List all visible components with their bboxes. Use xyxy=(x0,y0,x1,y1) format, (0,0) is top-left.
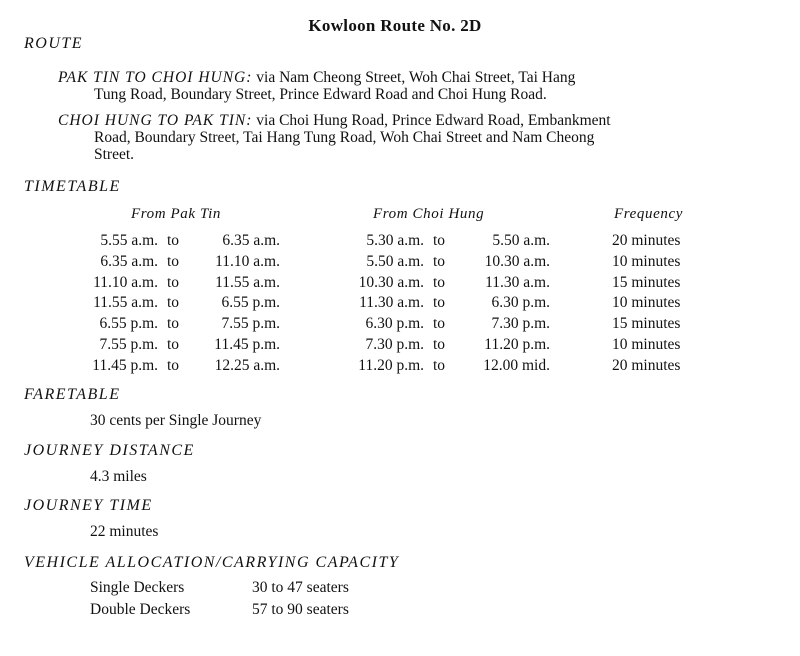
time-start: 10.30 a.m. xyxy=(358,273,424,291)
route-choi-hung-to-pak-tin xyxy=(58,112,770,163)
route-description: Tung Road, Boundary Street, Prince Edward Road and Choi Hung Road. xyxy=(94,86,547,103)
vehicle-row xyxy=(90,579,349,597)
frequency-value: 10 minutes xyxy=(612,335,681,353)
to-connector: to xyxy=(166,335,180,353)
time-end: 5.50 a.m. xyxy=(492,232,550,249)
timetable-heading: TIMETABLE xyxy=(24,178,121,195)
route-description: via Choi Hung Road, Prince Edward Road, Embankment xyxy=(256,112,611,129)
route-pak-tin-to-choi-hung xyxy=(58,69,770,103)
timetable-row-choi-hung xyxy=(342,293,550,314)
to-connector: to xyxy=(432,232,446,249)
route-direction-label: PAK TIN TO CHOI HUNG: xyxy=(58,69,253,86)
time-start: 7.30 p.m. xyxy=(365,335,424,353)
to-connector: to xyxy=(166,232,180,249)
to-connector: to xyxy=(166,315,180,333)
timetable-col-choi-hung xyxy=(342,231,550,377)
time-start: 6.55 p.m. xyxy=(99,315,158,333)
route-heading: ROUTE xyxy=(24,35,84,52)
time-end: 12.25 a.m. xyxy=(214,356,280,374)
time-start: 5.30 a.m. xyxy=(366,232,424,249)
to-connector: to xyxy=(432,294,446,312)
time-end: 6.35 a.m. xyxy=(222,232,280,249)
to-connector: to xyxy=(166,273,180,291)
time-start: 11.30 a.m. xyxy=(359,294,424,312)
time-end: 11.45 p.m. xyxy=(214,335,280,353)
journey-time-value: 22 minutes xyxy=(90,523,159,540)
timetable-row-choi-hung xyxy=(342,356,550,377)
time-end: 12.00 mid. xyxy=(483,356,550,374)
col-header-from-pak-tin: From Pak Tin xyxy=(131,206,221,222)
time-start: 11.55 a.m. xyxy=(93,294,158,312)
frequency-value: 20 minutes xyxy=(612,356,681,374)
timetable-row-choi-hung xyxy=(342,231,550,252)
time-start: 11.20 p.m. xyxy=(358,356,424,374)
faretable-heading: FARETABLE xyxy=(24,386,121,403)
timetable-row-choi-hung xyxy=(342,314,550,335)
timetable-row-choi-hung xyxy=(342,335,550,356)
to-connector: to xyxy=(432,356,446,374)
to-connector: to xyxy=(432,335,446,353)
timetable-col-pak-tin xyxy=(86,231,280,377)
frequency-value: 15 minutes xyxy=(612,315,681,333)
time-end: 11.10 a.m. xyxy=(215,252,280,270)
timetable-row-choi-hung xyxy=(342,273,550,294)
timetable-row-pak-tin xyxy=(86,314,280,335)
timetable-row-pak-tin xyxy=(86,293,280,314)
to-connector: to xyxy=(432,252,446,270)
page-title: Kowloon Route No. 2D xyxy=(308,16,482,35)
timetable-row-pak-tin xyxy=(86,231,280,252)
to-connector: to xyxy=(166,252,180,270)
frequency-value: 15 minutes xyxy=(612,273,681,291)
journey-distance-heading: JOURNEY DISTANCE xyxy=(24,442,195,459)
to-connector: to xyxy=(166,294,180,312)
vehicle-allocation-heading: VEHICLE ALLOCATION/CARRYING CAPACITY xyxy=(24,554,400,571)
frequency-value: 20 minutes xyxy=(612,232,681,249)
vehicle-type: Single Deckers xyxy=(90,579,185,596)
route-description: Road, Boundary Street, Tai Hang Tung Road, Woh Chai Street and Nam Cheong xyxy=(94,129,595,146)
to-connector: to xyxy=(166,356,180,374)
frequency-value: 10 minutes xyxy=(612,252,681,270)
to-connector: to xyxy=(432,273,446,291)
time-start: 5.50 a.m. xyxy=(366,252,424,270)
col-header-from-choi-hung: From Choi Hung xyxy=(373,206,485,222)
timetable-row-choi-hung xyxy=(342,252,550,273)
time-start: 11.10 a.m. xyxy=(93,273,158,291)
route-description: Street. xyxy=(94,146,135,163)
time-end: 7.30 p.m. xyxy=(491,315,550,333)
time-end: 11.30 a.m. xyxy=(485,273,550,291)
time-end: 11.55 a.m. xyxy=(215,273,280,291)
time-start: 6.30 p.m. xyxy=(365,315,424,333)
fare-value: 30 cents per Single Journey xyxy=(90,412,262,429)
time-start: 11.45 p.m. xyxy=(92,356,158,374)
timetable-row-pak-tin xyxy=(86,356,280,377)
timetable-row-pak-tin xyxy=(86,252,280,273)
time-end: 6.55 p.m. xyxy=(221,294,280,312)
time-end: 10.30 a.m. xyxy=(484,252,550,270)
journey-time-heading: JOURNEY TIME xyxy=(24,497,153,514)
vehicle-capacity: 57 to 90 seaters xyxy=(252,601,349,618)
timetable-row-pak-tin xyxy=(86,335,280,356)
to-connector: to xyxy=(432,315,446,333)
timetable-row-pak-tin xyxy=(86,273,280,294)
time-end: 11.20 p.m. xyxy=(484,335,550,353)
time-start: 5.55 a.m. xyxy=(100,232,158,249)
route-direction-label: CHOI HUNG TO PAK TIN: xyxy=(58,112,253,129)
frequency-value: 10 minutes xyxy=(612,294,681,312)
journey-distance-value: 4.3 miles xyxy=(90,468,147,485)
time-start: 6.35 a.m. xyxy=(100,252,158,270)
timetable-col-frequency xyxy=(612,231,680,377)
time-end: 7.55 p.m. xyxy=(221,315,280,333)
vehicle-row xyxy=(90,601,349,619)
vehicle-capacity: 30 to 47 seaters xyxy=(252,579,349,596)
col-header-frequency: Frequency xyxy=(614,206,683,222)
route-description: via Nam Cheong Street, Woh Chai Street, Tai Hang xyxy=(256,69,576,86)
time-start: 7.55 p.m. xyxy=(99,335,158,353)
time-end: 6.30 p.m. xyxy=(491,294,550,312)
vehicle-type: Double Deckers xyxy=(90,601,191,618)
